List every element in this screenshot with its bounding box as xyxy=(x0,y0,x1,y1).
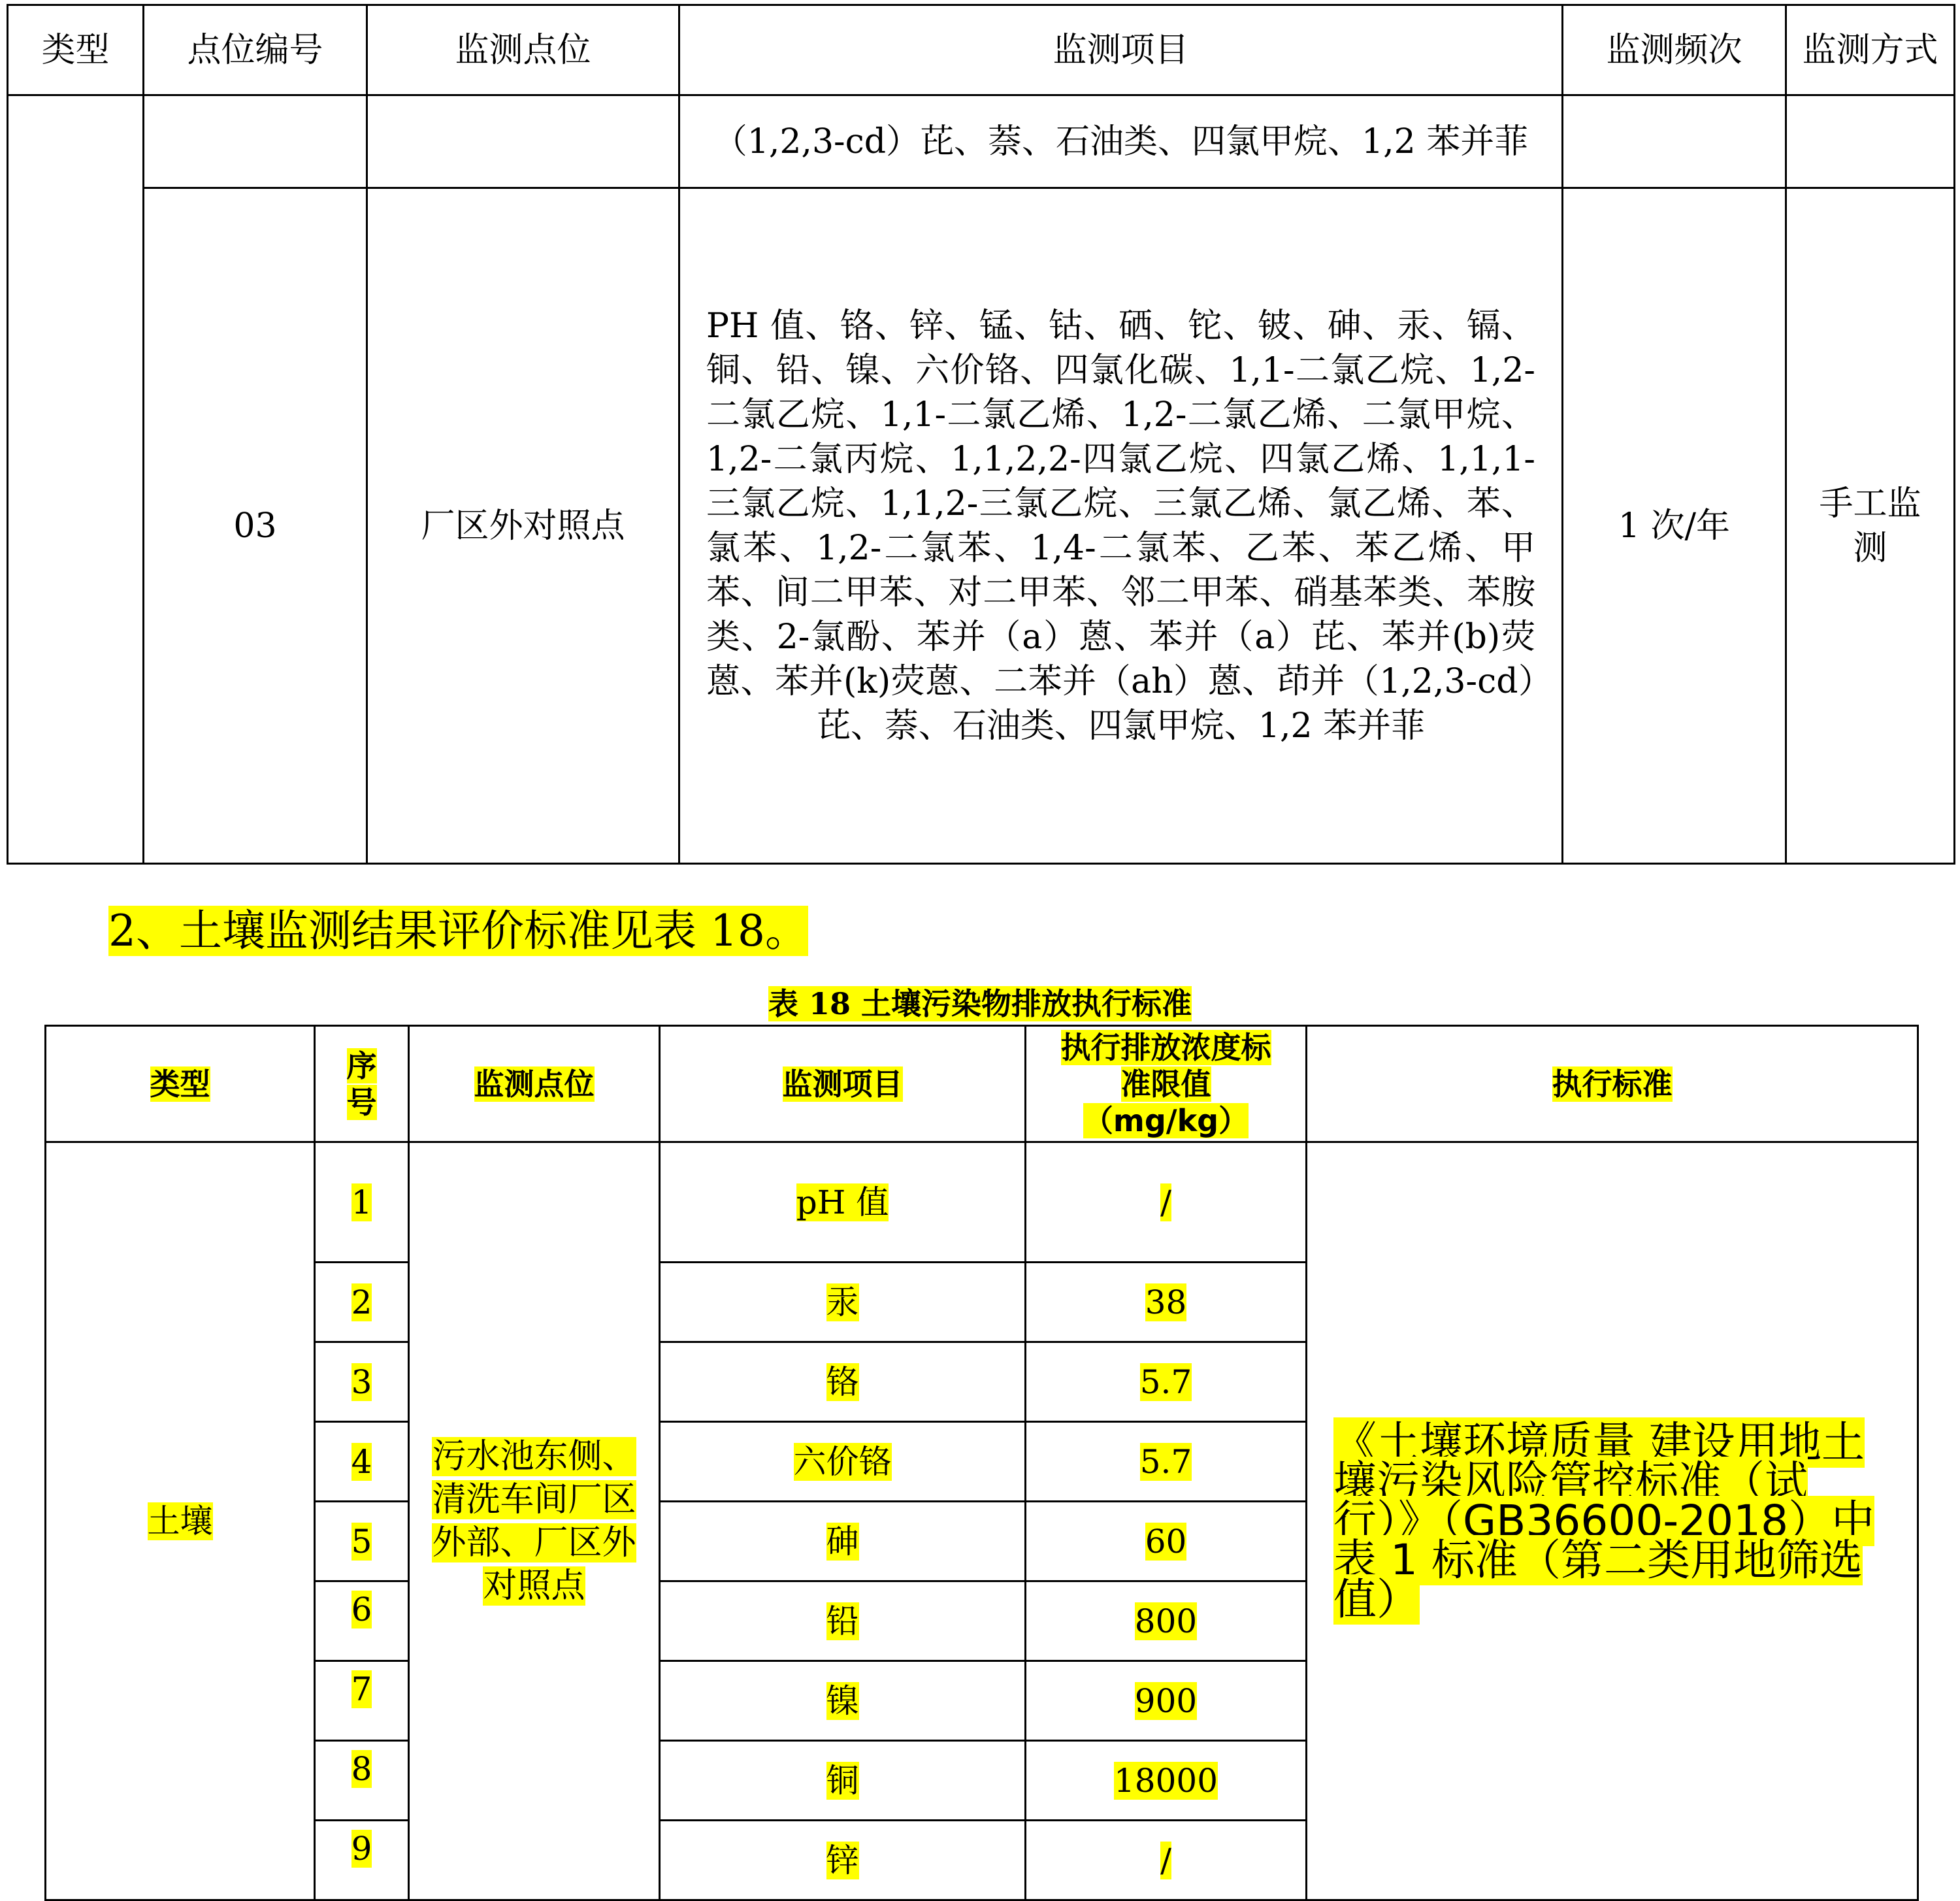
seq-cell: 9 xyxy=(315,1821,409,1900)
code-cell: 03 xyxy=(144,188,367,864)
item-cell: 六价铬 xyxy=(660,1422,1026,1502)
limit-cell: 5.7 xyxy=(1026,1342,1307,1422)
seq-cell: 4 xyxy=(315,1422,409,1502)
header-seq: 序号 xyxy=(315,1026,409,1142)
section-heading: 2、土壤监测结果评价标准见表 18。 xyxy=(108,906,808,956)
limit-cell: 800 xyxy=(1026,1581,1307,1661)
table-header-row xyxy=(8,5,1955,95)
seq-cell: 2 xyxy=(315,1263,409,1342)
limit-cell: 60 xyxy=(1026,1502,1307,1581)
header-point-code: 点位编号 xyxy=(144,5,367,95)
header-limit: 执行排放浓度标准限值（mg/kg） xyxy=(1026,1026,1307,1142)
limit-cell: / xyxy=(1026,1821,1307,1900)
monitoring-plan-table xyxy=(7,4,1955,865)
limit-cell: 900 xyxy=(1026,1661,1307,1741)
frequency-cell xyxy=(1563,95,1786,188)
standard-cell: 《土壤环境质量 建设用地土壤污染风险管控标准（试行）》（GB36600-2018）中表 1 标准（第二类用地筛选值） xyxy=(1307,1142,1918,1900)
seq-cell: 1 xyxy=(315,1142,409,1263)
type-cell: 土壤 xyxy=(46,1142,315,1900)
standards-table xyxy=(44,1025,1919,1901)
item-cell: 铅 xyxy=(660,1581,1026,1661)
seq-cell: 5 xyxy=(315,1502,409,1581)
item-cell: 砷 xyxy=(660,1502,1026,1581)
table-row xyxy=(8,188,1955,864)
code-cell xyxy=(144,95,367,188)
item-cell: 锌 xyxy=(660,1821,1026,1900)
limit-cell: 18000 xyxy=(1026,1741,1307,1821)
limit-cell: 38 xyxy=(1026,1263,1307,1342)
item-cell: 铬 xyxy=(660,1342,1026,1422)
items-cell: PH 值、铬、锌、锰、钴、硒、铊、铍、砷、汞、镉、铜、铅、镍、六价铬、四氯化碳、1,1-二氯乙烷、1,2-二氯乙烷、1,1-二氯乙烯、1,2-二氯乙烯、二氯甲烷、1,2-二氯丙烷、1,1,2,2-四氯乙烷、四氯乙烯、1,1,1-三氯乙烷、1,1,2-三氯乙烷、三氯乙烯、氯乙烯、苯、氯苯、1,2-二氯苯、1,4-二氯苯、乙苯、苯乙烯、甲苯、间二甲苯、对二甲苯、邻二甲苯、硝基苯类、苯胺类、2-氯酚、苯并（a）蒽、苯并（a）芘、苯并(b)荧蒽、苯并(k)荧蒽、二苯并（ah）蒽、茚并（1,2,3-cd）芘、萘、石油类、四氯甲烷、1,2 苯并菲 xyxy=(679,188,1563,864)
table-header-row xyxy=(46,1026,1918,1142)
limit-cell: / xyxy=(1026,1142,1307,1263)
item-cell: 铜 xyxy=(660,1741,1026,1821)
seq-cell: 8 xyxy=(315,1741,409,1821)
table-row xyxy=(8,95,1955,188)
header-standard: 执行标准 xyxy=(1307,1026,1918,1142)
item-cell: 汞 xyxy=(660,1263,1026,1342)
method-cell: 手工监测 xyxy=(1786,188,1955,864)
items-cell: （1,2,3-cd）芘、萘、石油类、四氯甲烷、1,2 苯并菲 xyxy=(679,95,1563,188)
header-items: 监测项目 xyxy=(679,5,1563,95)
location-cell xyxy=(367,95,679,188)
seq-cell: 7 xyxy=(315,1661,409,1741)
header-frequency: 监测频次 xyxy=(1563,5,1786,95)
frequency-cell: 1 次/年 xyxy=(1563,188,1786,864)
method-cell xyxy=(1786,95,1955,188)
item-cell: 镍 xyxy=(660,1661,1026,1741)
header-type: 类型 xyxy=(46,1026,315,1142)
location-cell: 厂区外对照点 xyxy=(367,188,679,864)
header-item: 监测项目 xyxy=(660,1026,1026,1142)
type-cell xyxy=(8,95,144,864)
seq-cell: 3 xyxy=(315,1342,409,1422)
table-caption: 表 18 土壤污染物排放执行标准 xyxy=(768,986,1192,1021)
limit-cell: 5.7 xyxy=(1026,1422,1307,1502)
item-cell: pH 值 xyxy=(660,1142,1026,1263)
header-method: 监测方式 xyxy=(1786,5,1955,95)
header-location: 监测点位 xyxy=(409,1026,660,1142)
seq-cell: 6 xyxy=(315,1581,409,1661)
table-row xyxy=(46,1142,1918,1263)
header-type: 类型 xyxy=(8,5,144,95)
header-location: 监测点位 xyxy=(367,5,679,95)
location-cell: 污水池东侧、清洗车间厂区外部、厂区外对照点 xyxy=(409,1142,660,1900)
